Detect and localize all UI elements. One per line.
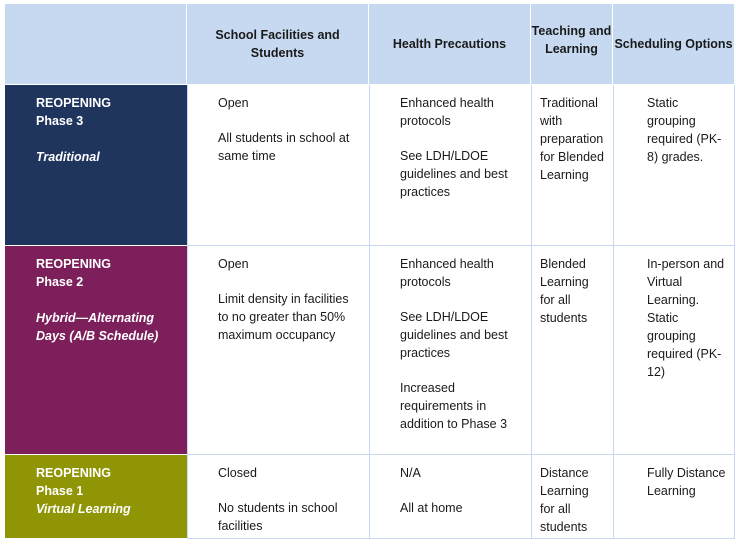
- phase-2-teaching-cell: [531, 246, 613, 455]
- phase-number: Phase 1: [36, 484, 84, 498]
- header-scheduling-options: Scheduling Options: [613, 4, 735, 84]
- facilities-status: Open: [218, 257, 249, 271]
- phase-name: Hybrid—Alternating Days (A/B Schedule): [36, 311, 159, 343]
- health-item: See LDH/LDOE guidelines and best practices: [400, 310, 508, 360]
- health-item: Increased requirements in addition to Phase 3: [400, 381, 508, 431]
- phase-3-facilities-cell: [187, 85, 369, 246]
- phase-label: REOPENING: [36, 96, 112, 110]
- teaching-item: Blended Learning for all students: [540, 257, 589, 325]
- health-item: See LDH/LDOE guidelines and best practices: [400, 149, 508, 199]
- phase-1-label-cell: [5, 455, 187, 538]
- facilities-detail: All students in school at same time: [218, 131, 350, 163]
- phase-2-scheduling-cell: [613, 246, 735, 455]
- facilities-detail: No students in school facilities: [218, 501, 338, 533]
- header-teaching-learning: Teaching and Learning: [531, 4, 613, 84]
- phase-name: Traditional: [36, 150, 100, 164]
- teaching-item: Distance Learning for all students: [540, 466, 589, 534]
- phase-1-scheduling-cell: [613, 455, 735, 539]
- header-school-facilities: School Facilities and Students: [187, 4, 369, 84]
- facilities-status: Closed: [218, 466, 257, 480]
- facilities-detail: Limit density in facilities to no greater than 50% maximum occupancy: [218, 292, 349, 342]
- phase-label: REOPENING: [36, 257, 112, 271]
- scheduling-item: In-person and Virtual Learning. Static grouping required (PK-12): [647, 257, 725, 379]
- phase-1-facilities-cell: [187, 455, 369, 539]
- health-item: Enhanced health protocols: [400, 96, 494, 128]
- scheduling-item: Static grouping required (PK-8) grades.: [647, 96, 722, 164]
- phase-3-scheduling-cell: [613, 85, 735, 246]
- phase-3-health-cell: [369, 85, 531, 246]
- header-health-precautions: Health Precautions: [369, 4, 531, 84]
- phase-1-health-cell: [369, 455, 531, 539]
- phase-1-teaching-cell: [531, 455, 613, 539]
- phase-2-label-cell: [5, 246, 187, 454]
- phase-3-teaching-cell: [531, 85, 613, 246]
- header-empty: [5, 4, 187, 84]
- phase-name: Virtual Learning: [36, 502, 131, 516]
- phase-2-health-cell: [369, 246, 531, 455]
- health-item: N/A: [400, 466, 421, 480]
- phase-label: REOPENING: [36, 466, 112, 480]
- health-item: All at home: [400, 501, 463, 515]
- teaching-item: Traditional with preparation for Blended Learning: [540, 96, 604, 182]
- phase-number: Phase 2: [36, 275, 84, 289]
- phase-number: Phase 3: [36, 114, 84, 128]
- facilities-status: Open: [218, 96, 249, 110]
- phase-3-label-cell: [5, 85, 187, 245]
- phase-2-facilities-cell: [187, 246, 369, 455]
- health-item: Enhanced health protocols: [400, 257, 494, 289]
- scheduling-item: Fully Distance Learning: [647, 466, 726, 498]
